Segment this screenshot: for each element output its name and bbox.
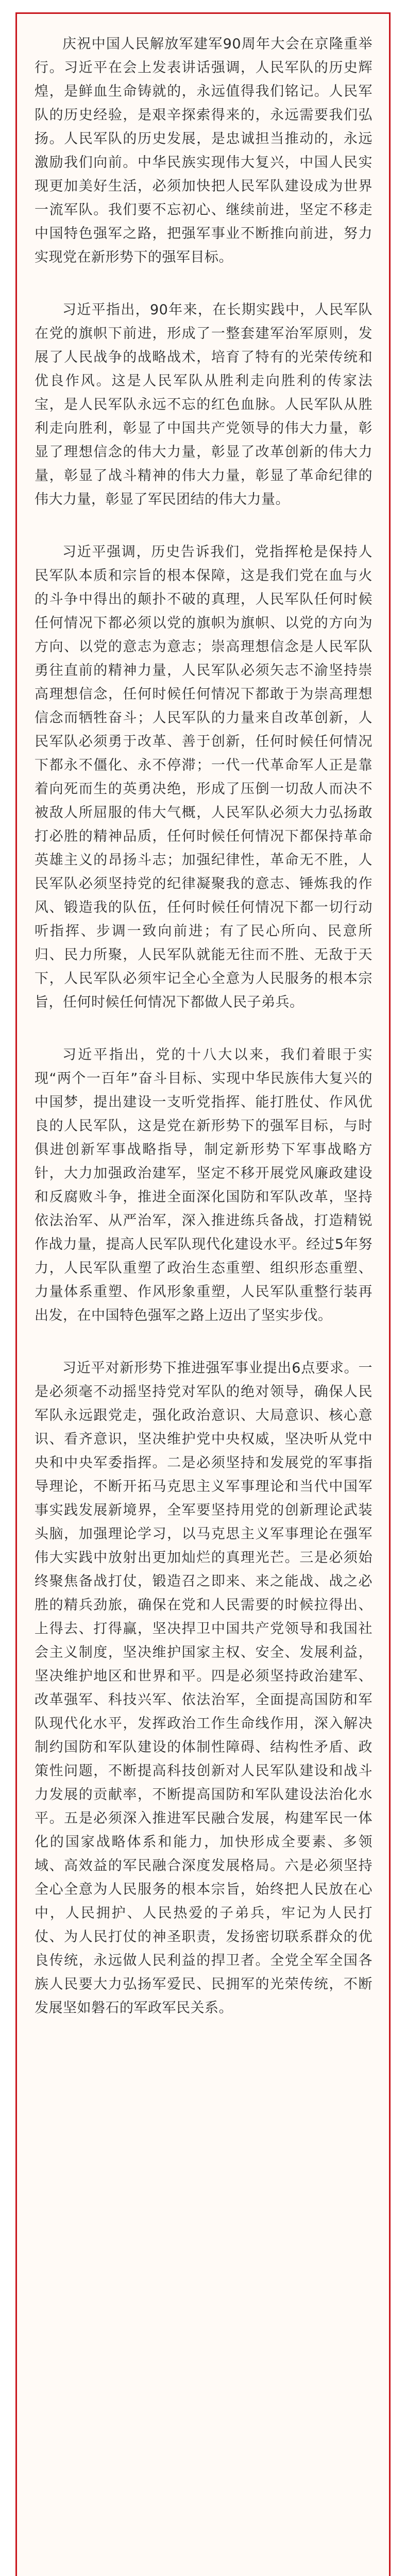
article-paragraph-1: 庆祝中国人民解放军建军90周年大会在京隆重举行。习近平在会上发表讲话强调，人民军队的历史辉煌，是鲜血生命铸就的，永远值得我们铭记。人民军队的历史经验，是艰辛探索得来的，永远需要我们弘扬。人民军队的历史发展，是忠诚担当推动的，永远激励我们向前。中华民族实现伟大复兴，中国人民实现更加美好生活，必须加快把人民军队建设成为世界一流军队。我们要不忘初心、继续前进，坚定不移走中国特色强军之路，把强军事业不断推向前进，努力实现党在新形势下的强军目标。 <box>35 36 373 265</box>
article-frame <box>15 12 391 2576</box>
article-paragraph-4: 习近平指出，党的十八大以来，我们着眼于实现“两个一百年”奋斗目标、实现中华民族伟大复兴的中国梦，提出建设一支听党指挥、能打胜仗、作风优良的人民军队，这是党在新形势下的强军目标，与时俱进创新军事战略指导，制定新形势下军事战略方针，大力加强政治建军，坚定不移开展党风廉政建设和反腐败斗争，推进全面深化国防和军队改革，坚持依法治军、从严治军，深入推进练兵备战，打造精锐作战力量，提高人民军队现代化建设水平。经过5年努力，人民军队重塑了政治生态重塑、组织形态重塑、力量体系重塑、作风形象重塑，人民军队重整行装再出发，在中国特色强军之路上迈出了坚实步伐。 <box>35 1047 373 1324</box>
article-body <box>35 32 373 2049</box>
article-paragraph-5: 习近平对新形势下推进强军事业提出6点要求。一是必须毫不动摇坚持党对军队的绝对领导，确保人民军队永远跟党走，强化政治意识、大局意识、核心意识、看齐意识，坚决维护党中央权威，坚决听从党中央和中央军委指挥。二是必须坚持和发展党的军事指导理论，不断开拓马克思主义军事理论和当代中国军事实践发展新境界，全军要坚持用党的创新理论武装头脑，加强理论学习，以马克思主义军事理论在强军伟大实践中放射出更加灿烂的真理光芒。三是必须始终聚焦备战打仗，锻造召之即来、来之能战、战之必胜的精兵劲旅，确保在党和人民需要的时候拉得出、上得去、打得赢，坚决捍卫中国共产党领导和我国社会主义制度，坚决维护国家主权、安全、发展利益，坚决维护地区和世界和平。四是必须坚持政治建军、改革强军、科技兴军、依法治军，全面提高国防和军队现代化水平，发挥政治工作生命线作用，深入解决制约国防和军队建设的体制性障碍、结构性矛盾、政策性问题，不断提高科技创新对人民军队建设和战斗力发展的贡献率，不断提高国防和军队建设法治化水平。五是必须深入推进军民融合发展，构建军民一体化的国家战略体系和能力，加快形成全要素、多领域、高效益的军民融合深度发展格局。六是必须坚持全心全意为人民服务的根本宗旨，始终把人民放在心中，人民拥护、人民热爱的子弟兵，牢记为人民打仗、为人民打仗的神圣职责，发扬密切联系群众的优良传统，永远做人民利益的捍卫者。全党全军全国各族人民要大力弘扬军爱民、民拥军的光荣传统，不断发展坚如磐石的军政军民关系。 <box>35 1360 373 2016</box>
article-paragraph-3: 习近平强调，历史告诉我们，党指挥枪是保持人民军队本质和宗旨的根本保障，这是我们党在血与火的斗争中得出的颠扑不破的真理，人民军队任何时候任何情况下都必须以党的旗帜为旗帜、以党的方向为方向、以党的意志为意志；崇高理想信念是人民军队勇往直前的精神力量，人民军队必须矢志不渝坚持崇高理想信念，任何时候任何情况下都敢于为崇高理想信念而牺牲奋斗；人民军队的力量来自改革创新，人民军队必须勇于改革、善于创新，任何时候任何情况下都永不僵化、永不停滞；一代一代革命军人正是靠着向死而生的英勇决绝，形成了压倒一切敌人而决不被敌人所屈服的伟大气概，人民军队必须大力弘扬敢打必胜的精神品质，任何时候任何情况下都保持革命英雄主义的昂扬斗志；加强纪律性，革命无不胜，人民军队必须坚持党的纪律凝聚我的意志、锤炼我的作风、锻造我的队伍，任何时候任何情况下都一切行动听指挥、步调一致向前进；有了民心所向、民意所归、民力所聚，人民军队就能无往而不胜、无敌于天下，人民军队必须牢记全心全意为人民服务的根本宗旨，任何时候任何情况下都做人民子弟兵。 <box>35 544 373 1010</box>
article-paragraph-2: 习近平指出，90年来，在长期实践中，人民军队在党的旗帜下前进，形成了一整套建军治军原则，发展了人民战争的战略战术，培育了特有的光荣传统和优良作风。这是人民军队从胜利走向胜利的传家法宝，是人民军队永远不忘的红色血脉。人民军队从胜利走向胜利，彰显了中国共产党领导的伟大力量，彰显了理想信念的伟大力量，彰显了改革创新的伟大力量，彰显了战斗精神的伟大力量，彰显了革命纪律的伟大力量，彰显了军民团结的伟大力量。 <box>35 302 373 507</box>
